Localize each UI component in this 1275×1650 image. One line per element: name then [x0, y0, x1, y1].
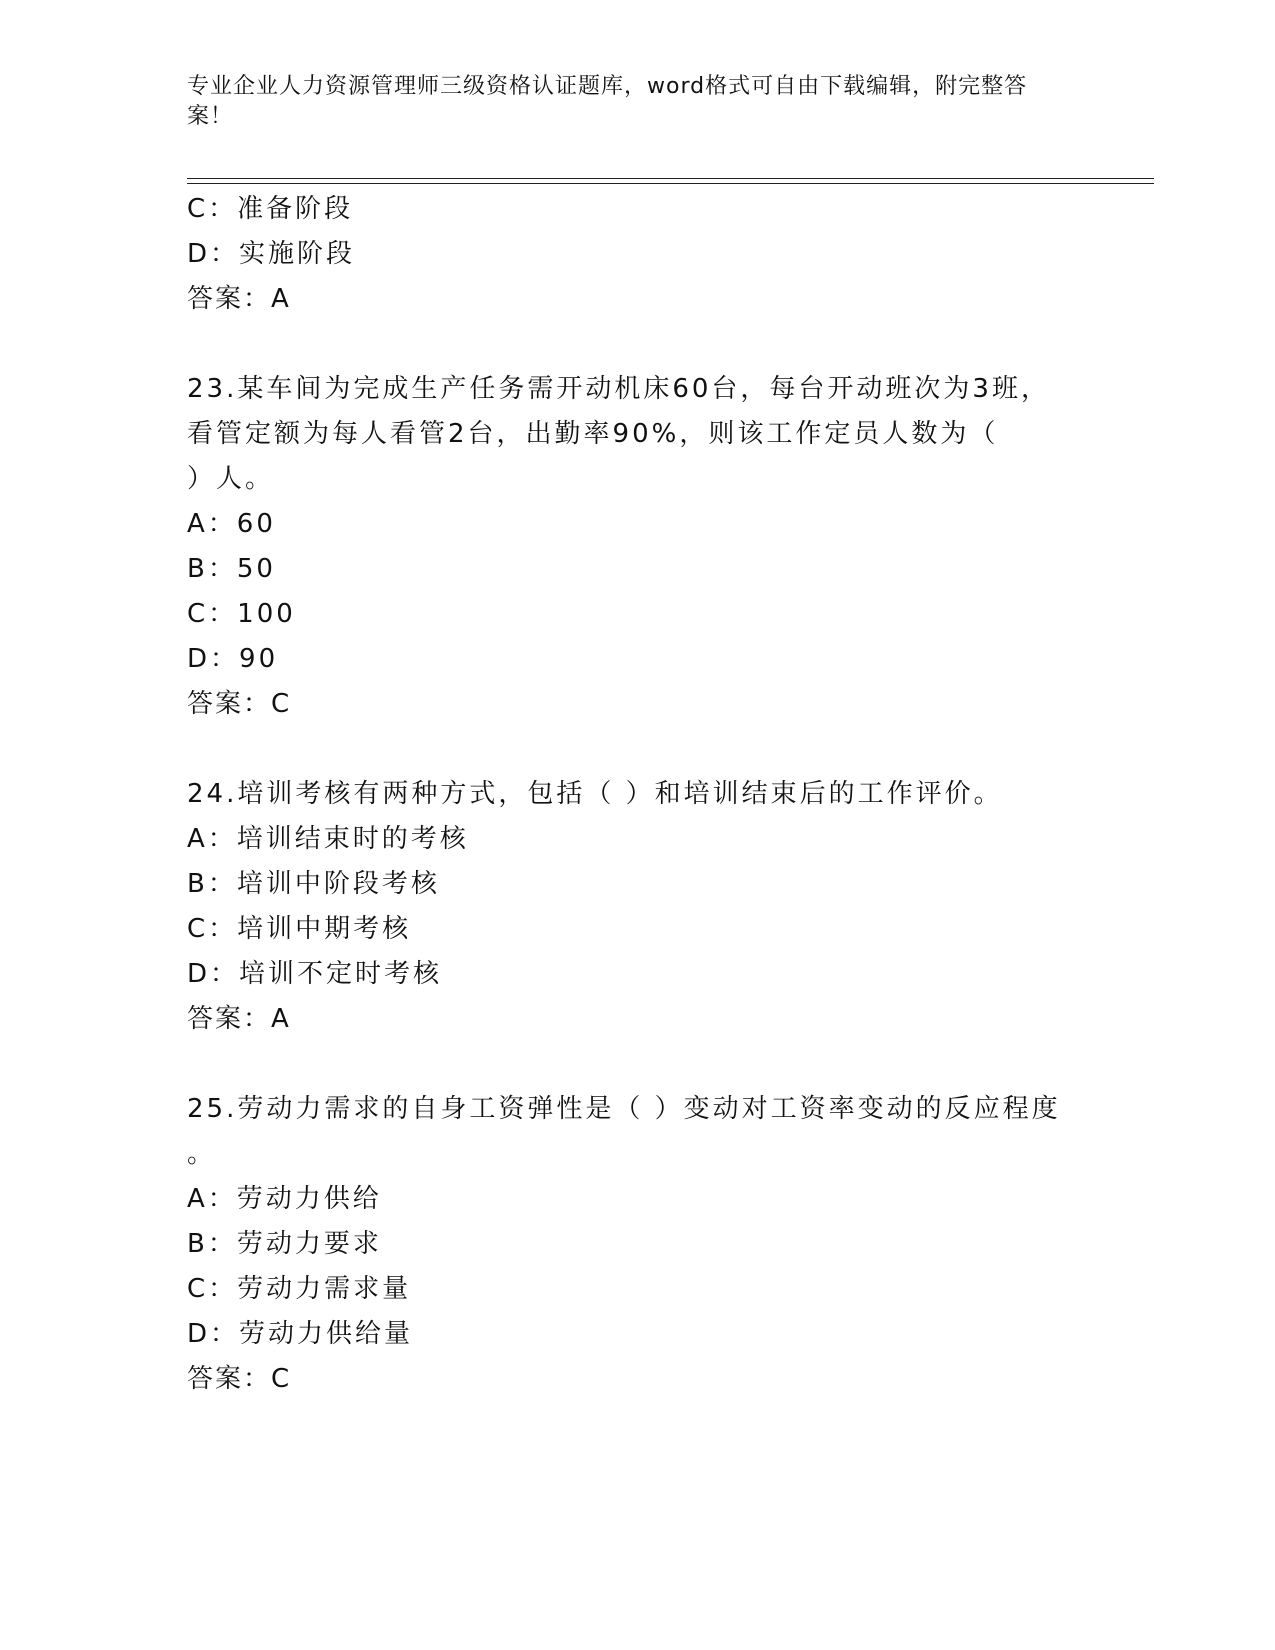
header-divider-top	[187, 178, 1154, 179]
header-divider-bottom	[187, 183, 1154, 184]
question-25-option-b: B：劳动力要求	[187, 1229, 382, 1259]
question-24-stem-line-1: 24.培训考核有两种方式，包括（ ）和培训结束后的工作评价。	[187, 779, 1003, 809]
question-24-answer: 答案：A	[187, 1004, 291, 1034]
question-25-stem-line-1: 25.劳动力需求的自身工资弹性是（ ）变动对工资率变动的反应程度	[187, 1094, 1061, 1124]
question-23-stem-line-3: ）人。	[187, 464, 275, 494]
question-24-option-d: D：培训不定时考核	[187, 959, 443, 989]
question-23-option-b: B：50	[187, 554, 276, 584]
answer-line: 答案：A	[187, 284, 291, 314]
option-d: D：实施阶段	[187, 239, 356, 269]
question-25-option-a: A：劳动力供给	[187, 1184, 382, 1214]
question-24-option-c: C：培训中期考核	[187, 914, 412, 944]
question-23-option-d: D：90	[187, 644, 279, 674]
question-25-stem-line-2: 。	[187, 1139, 217, 1169]
question-23-stem-line-2: 看管定额为每人看管2台，出勤率90%，则该工作定员人数为（	[187, 419, 999, 449]
question-25-answer: 答案：C	[187, 1364, 292, 1394]
question-25-option-d: D：劳动力供给量	[187, 1319, 414, 1349]
question-23-stem-line-1: 23.某车间为完成生产任务需开动机床60台，每台开动班次为3班，	[187, 374, 1050, 404]
option-c: C：准备阶段	[187, 194, 354, 224]
document-header: 专业企业人力资源管理师三级资格认证题库，word格式可自由下载编辑，附完整答案！	[187, 74, 1028, 129]
question-23-option-a: A：60	[187, 509, 276, 539]
question-24-option-a: A：培训结束时的考核	[187, 824, 469, 854]
question-23-option-c: C：100	[187, 599, 296, 629]
question-24-option-b: B：培训中阶段考核	[187, 869, 440, 899]
question-25-option-c: C：劳动力需求量	[187, 1274, 412, 1304]
question-23-answer: 答案：C	[187, 689, 292, 719]
